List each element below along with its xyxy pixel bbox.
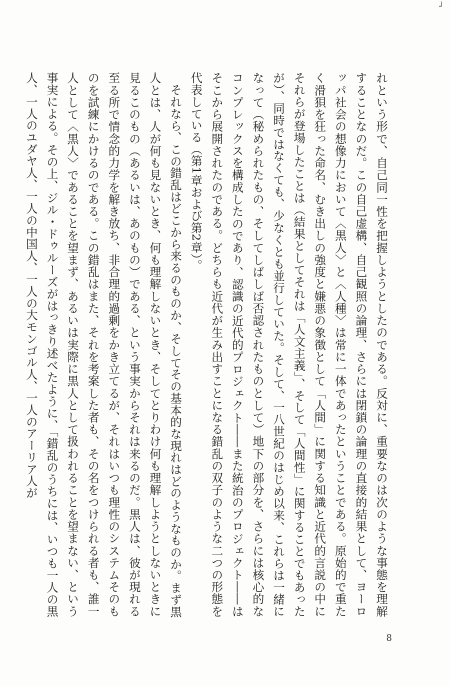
crop-mark: ┘: [439, 2, 444, 11]
page-number: 8: [386, 634, 392, 644]
vertical-text-body: [24, 72, 392, 617]
paragraph-1: れという形で、自己同一性を把握しようとしたのである。反対に、重要なのは次のような事態を理解することなのだ。この自己虚構、自己観照の論理、さらには閉鎖の論理の直接的結果として、ヨーロッパ社会の想像力において〈黒人〉と〈人種〉は常に一体であったということである。原始的で重たく滑狽を狂った命名、むき出しの強度と嫌悪の象徴として「人間」に関する知識と近代的言説の中にそれらが登場したことは（結果としてそれは「人文主義」、そして「人間性」に関することでもあったが）、同時ではなくても、少なくとも並行していた。そして、一八世紀のはじめ以来、これらは一緒になって（秘められたもの、そしてしばしば否認されたものとして）地下の部分を、さらには核心的なコンプレックスを構成したのであり、認識の近代的プロジェクト――また統治のプロジェクト――はそこから展開されたのである。どちらも近代が生み出すことになる錯乱の双子のような二つの形態を代表している（第1章および第2章）。: [189, 72, 389, 617]
paragraph-2: それなら、この錯乱はどこから来るのものか、そしてその基本的な現れはどのようなものか。まず黒人とは、人が何も見ないとき、何も理解しないとき、そしてとりわけ何も理解しようとしないときに見るこのもの（あるいは、あのもの）である、という事実からそれは来るのだ。黒人は、彼が現れる至る所で情念的力学を解き放ち、非合理的過剰をかき立てるが、それはいつも理性のシステムそのものを試練にかけるのである。この錯乱はまた、それを考案した者も、その名をつけられる者も、誰一人として〈黒人〉であることを望まず、あるいは実際に黒人として扱われることを望まない、という事実による。その上、ジル・ドゥルーズがはっきり述べたように、「錯乱のうちには、いつも一人の黒人、一人のユダヤ人、一人の中国人、一人の大モンゴル人、一人のアーリア人が: [24, 72, 184, 617]
